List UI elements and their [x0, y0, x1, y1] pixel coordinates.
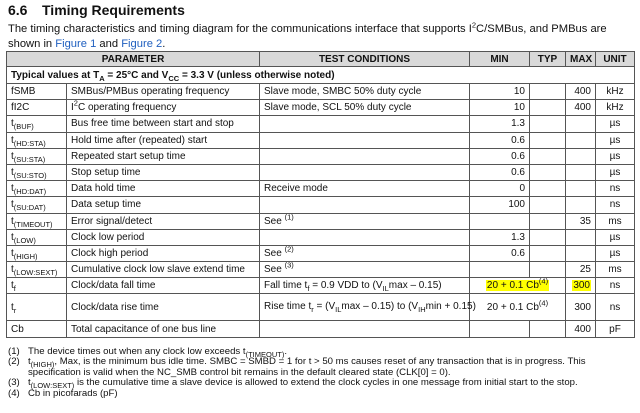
unit-value: kHz: [596, 100, 635, 116]
unit-value: µs: [596, 132, 635, 148]
section-heading: [8, 2, 185, 18]
min-value: 1.3: [470, 116, 530, 132]
typ-value: [530, 229, 566, 245]
footnote-item: [8, 389, 636, 399]
header-conditions: TEST CONDITIONS: [260, 52, 470, 67]
typical-values-row: [7, 67, 635, 84]
typ-value: [530, 148, 566, 164]
param-symbol: $t_r$: [7, 294, 67, 321]
typ-value: [530, 100, 566, 116]
param-desc: Clock low period: [67, 229, 260, 245]
min-value: 100: [470, 197, 530, 213]
min-value: 0: [470, 181, 530, 197]
param-desc: $I^2C$ operating frequency: [67, 100, 260, 116]
unit-value: kHz: [596, 84, 635, 100]
unit-value: pF: [596, 321, 635, 337]
param-desc: Clock/data rise time: [67, 294, 260, 321]
max-value: [566, 164, 596, 180]
footnotes: [8, 347, 636, 399]
unit-value: ms: [596, 213, 635, 229]
table-row-capacitance: [7, 321, 635, 337]
test-conditions: Slave mode, SMBC 50% duty cycle: [260, 84, 470, 100]
min-value: 10: [470, 100, 530, 116]
intro-text-2: C/SMBus, and PMBus are shown in: [8, 23, 607, 50]
param-desc: Data hold time: [67, 181, 260, 197]
param-desc: Repeated start setup time: [67, 148, 260, 164]
figure-1-link[interactable]: Figure 1: [55, 38, 97, 50]
param-symbol: $t_{(HD:DAT)}$: [7, 181, 67, 197]
typ-value: [530, 213, 566, 229]
table-row: [7, 100, 635, 116]
min-value: 20 + 0.1 Cb$^{(4)}$: [470, 294, 566, 321]
typ-value: [530, 84, 566, 100]
intro-paragraph: [8, 22, 632, 52]
typ-value: [530, 181, 566, 197]
param-desc: Total capacitance of one bus line: [67, 321, 260, 337]
min-value: 0.6: [470, 245, 530, 261]
min-value: 10: [470, 84, 530, 100]
unit-value: ms: [596, 262, 635, 278]
param-desc: Hold time after (repeated) start: [67, 132, 260, 148]
test-conditions: Slave mode, SCL 50% duty cycle: [260, 100, 470, 116]
min-value: [470, 213, 530, 229]
param-symbol: $t_f$: [7, 278, 67, 294]
typ-value: [530, 197, 566, 213]
test-conditions: Rise time $t_r = (V_{IL}\max - 0.15)$ to $(V_{IH}\min + 0.15)$: [260, 294, 470, 321]
table-row: [7, 197, 635, 213]
typ-value: [530, 132, 566, 148]
test-conditions: See $^{(1)}$: [260, 213, 470, 229]
param-desc: Bus free time between start and stop: [67, 116, 260, 132]
timing-table: [6, 51, 635, 338]
unit-value: ns: [596, 197, 635, 213]
table-row: [7, 262, 635, 278]
unit-value: ns: [596, 278, 635, 294]
max-value: [566, 116, 596, 132]
unit-value: µs: [596, 229, 635, 245]
unit-value: µs: [596, 116, 635, 132]
test-conditions: See $^{(2)}$: [260, 245, 470, 261]
max-value: 400: [566, 321, 596, 337]
table-row: [7, 229, 635, 245]
max-value: 300: [566, 278, 596, 294]
param-desc: Clock/data fall time: [67, 278, 260, 294]
max-value: [566, 197, 596, 213]
footnote-text: $t_{(LOW:SEXT)}$ is the cumulative time a slave device is allowed to extend the clock cycles in one message from initial start to the stop.: [28, 377, 578, 391]
typ-value: [530, 116, 566, 132]
header-max: MAX: [566, 52, 596, 67]
unit-value: µs: [596, 245, 635, 261]
typical-values-text: Typical values at $T_A = 25^\circ C$ and $V_{CC} = 3.3$ V (unless otherwise noted): [7, 67, 635, 84]
min-value: 0.6: [470, 132, 530, 148]
table-row: [7, 132, 635, 148]
table-row-fall-time: [7, 278, 635, 294]
test-conditions: [260, 321, 470, 337]
param-symbol: $t_{(TIMEOUT)}$: [7, 213, 67, 229]
max-value: [566, 132, 596, 148]
intro-text: The timing characteristics and timing diagram for the communications interface that supports I: [8, 23, 472, 35]
min-value: 1.3: [470, 229, 530, 245]
table-row: [7, 148, 635, 164]
param-symbol: $t_{(SU:STO)}$: [7, 164, 67, 180]
param-symbol: $t_{(BUF)}$: [7, 116, 67, 132]
table-row: [7, 164, 635, 180]
param-desc: Data setup time: [67, 197, 260, 213]
footnote-text: $t_{(HIGH)}$, Max, is the minimum bus idle time. SMBC = SMBD = 1 for t > 50 ms causes reset of any transaction that is in progress. This specification is valid when the NC_SMB control bit remains in the default cleared state (CLK[0] = 0).: [28, 356, 586, 378]
typ-value: [530, 262, 566, 278]
footnote-text: Cb in picofarads (pF): [28, 387, 118, 399]
max-value: 400: [566, 84, 596, 100]
param-desc: Stop setup time: [67, 164, 260, 180]
test-conditions: Fall time $t_f = 0.9$ VDD to $(V_{IL}\max - 0.15)$: [260, 278, 470, 294]
test-conditions: [260, 197, 470, 213]
footnote-ref[interactable]: (3): [284, 260, 294, 270]
table-row: [7, 213, 635, 229]
footnote-number: (1): [8, 346, 20, 357]
test-conditions: [260, 164, 470, 180]
param-symbol: $t_{(HD:STA)}$: [7, 132, 67, 148]
table-row: [7, 84, 635, 100]
min-value: 0.6: [470, 164, 530, 180]
header-typ: TYP: [530, 52, 566, 67]
unit-value: ns: [596, 181, 635, 197]
table-row: [7, 181, 635, 197]
table-row-rise-time: [7, 294, 635, 321]
max-value: [566, 181, 596, 197]
param-symbol: $t_{(LOW:SEXT)}$: [7, 262, 67, 278]
test-conditions: [260, 148, 470, 164]
min-value: [470, 262, 530, 278]
intro-end: .: [162, 38, 166, 50]
header-min: MIN: [470, 52, 530, 67]
footnote-text: The device times out when any clock low exceeds $t_{(TIMEOUT)}$.: [28, 346, 287, 359]
intro-and: and: [96, 38, 122, 50]
footnote-ref[interactable]: (2): [284, 244, 294, 254]
max-value: 35: [566, 213, 596, 229]
unit-value: µs: [596, 148, 635, 164]
param-symbol: $t_{(LOW)}$: [7, 229, 67, 245]
param-desc: Clock high period: [67, 245, 260, 261]
section-number: 6.6: [8, 2, 28, 18]
max-value: [566, 229, 596, 245]
typ-value: [530, 164, 566, 180]
test-conditions: [260, 116, 470, 132]
param-symbol: fI2C: [7, 100, 67, 116]
param-symbol: $t_{(SU:STA)}$: [7, 148, 67, 164]
figure-2-link[interactable]: Figure 2: [121, 38, 163, 50]
test-conditions: [260, 229, 470, 245]
typ-value: [530, 321, 566, 337]
param-desc: Cumulative clock low slave extend time: [67, 262, 260, 278]
unit-value: µs: [596, 164, 635, 180]
footnote-ref[interactable]: (1): [284, 212, 294, 222]
section-title: Timing Requirements: [42, 2, 185, 18]
min-value: 20 + 0.1 Cb$^{(4)}$: [470, 278, 566, 294]
param-desc: Error signal/detect: [67, 213, 260, 229]
table-header-row: [7, 52, 635, 67]
table-row: [7, 245, 635, 261]
max-value: 300: [566, 294, 596, 321]
footnote-number: (2): [8, 356, 20, 368]
param-symbol: $t_{(HIGH)}$: [7, 245, 67, 261]
param-symbol: fSMB: [7, 84, 67, 100]
header-parameter: PARAMETER: [7, 52, 260, 67]
footnote-number: (3): [8, 377, 20, 389]
min-value: [470, 321, 530, 337]
unit-value: ns: [596, 294, 635, 321]
intro-sup: 2: [471, 20, 477, 30]
min-value: 0.6: [470, 148, 530, 164]
param-symbol: Cb: [7, 321, 67, 337]
table-row: [7, 116, 635, 132]
param-desc: SMBus/PMBus operating frequency: [67, 84, 260, 100]
max-value: 25: [566, 262, 596, 278]
param-symbol: $t_{(SU:DAT)}$: [7, 197, 67, 213]
max-value: [566, 245, 596, 261]
test-conditions: See $^{(3)}$: [260, 262, 470, 278]
footnote-item: [8, 357, 636, 378]
max-value: 400: [566, 100, 596, 116]
header-unit: UNIT: [596, 52, 635, 67]
typ-value: [530, 245, 566, 261]
test-conditions: [260, 132, 470, 148]
footnote-number: (4): [8, 387, 20, 399]
test-conditions: Receive mode: [260, 181, 470, 197]
max-value: [566, 148, 596, 164]
